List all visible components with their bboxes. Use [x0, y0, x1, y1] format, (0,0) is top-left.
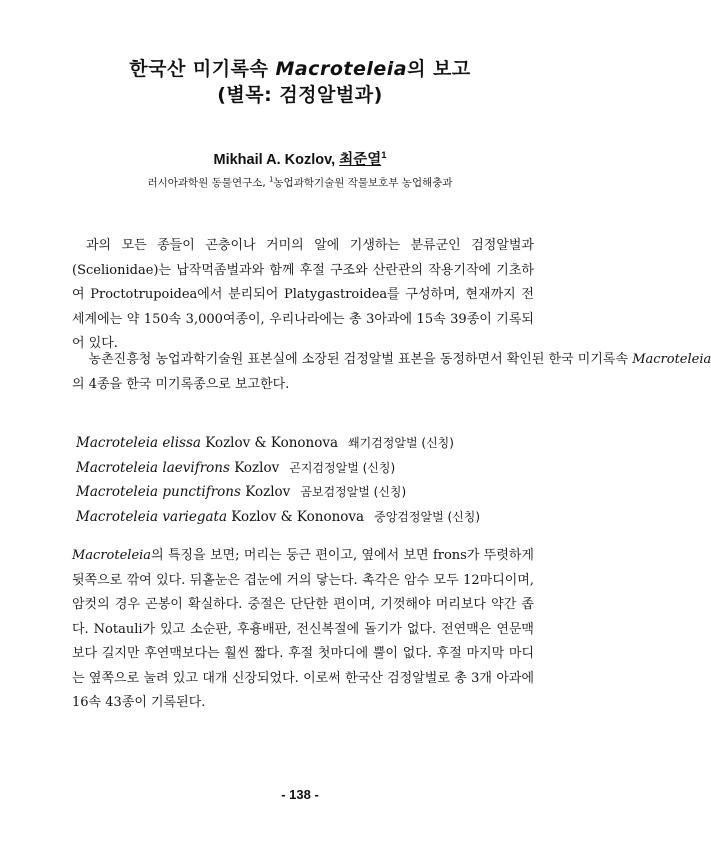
affiliation	[0, 175, 600, 190]
species-name: Macroteleia elissa	[76, 435, 201, 451]
title-genus: Macroteleia	[275, 58, 408, 80]
species-item	[76, 480, 536, 505]
species-korean-name: 곰보검정알벌 (신칭)	[300, 485, 407, 499]
paragraph-characteristics-genus: Macroteleia	[72, 548, 152, 563]
species-item	[76, 505, 536, 530]
species-korean-name: 쐐기검정알벌 (신칭)	[348, 436, 454, 450]
paragraph-characteristics-text: 의 특징을 보면; 머리는 둥근 편이고, 옆에서 보면 frons가 뚜렷하게 뒷쪽으로 깎여 있다. 뒤홑눈은 겹눈에 거의 닿는다. 촉각은 암수 모두 12마디이며, 암컷의 경우 곤봉이 확실하다. 중절은 단단한 편이며, 기껏해야 머리보다 약간 좁다. Notauli가 있고 소순판, 후흉배판, 전신복절에 돌기가 없다. 전연맥은 연문맥보다 길지만 후연맥보다는 훨씬 짧다. 후절 첫마디에 뿔이 없다. 후절 마지막 마디는 옆쪽으로 눌려 있고 대개 신장되었다. 이로써 한국산 검정알벌로 총 3개 아과에 16속 43종이 기록된다.	[72, 548, 534, 710]
species-author: Kozlov	[245, 484, 291, 500]
species-korean-name: 중앙검정알벌 (신칭)	[374, 509, 481, 524]
species-author: Kozlov & Kononova	[231, 508, 365, 525]
author-2-sup: 1	[381, 149, 387, 161]
species-author: Kozlov & Kononova	[205, 435, 339, 451]
species-korean-name: 곤지검정알벌 (신칭)	[289, 460, 396, 475]
species-item	[76, 431, 536, 456]
affiliation-2: 농업과학기술원 작물보호부 농업해충과	[273, 177, 453, 189]
title-line-1	[0, 54, 600, 81]
affiliation-sup: 1	[269, 175, 274, 184]
species-author: Kozlov	[234, 459, 280, 476]
authors	[0, 148, 600, 169]
paragraph-intro: 과의 모든 종들이 곤충이나 거미의 알에 기생하는 분류군인 검정알벌과(Scelionidae)는 납작먹좀벌과와 함께 후절 구조와 산란관의 작용기작에 기초하여 Proctotrupoidea에서 분리되어 Platygastroidea를 구성하며, 현재까지 전 세계에는 약 150속 3,000여종이, 우리나라에는 총 3아과에 15속 39종이 기록되어 있다.	[72, 238, 534, 351]
species-name: Macroteleia punctifrons	[76, 484, 241, 500]
title-prefix: 한국산 미기록속	[129, 58, 276, 80]
paragraph-purpose-suffix: 의 4종을 한국 미기록종으로 보고한다.	[72, 376, 290, 392]
author-1: Mikhail A. Kozlov,	[213, 152, 336, 168]
title-line-2: (별목: 검정알벌과)	[217, 84, 383, 106]
affiliation-1: 러시아과학원 동물연구소,	[147, 177, 270, 189]
species-name: Macroteleia laevifrons	[76, 459, 230, 476]
species-list	[76, 431, 536, 529]
paragraph-purpose	[72, 348, 711, 397]
paragraph-purpose-genus: Macroteleia	[632, 352, 711, 367]
author-2: 최준열	[339, 152, 382, 168]
species-item	[76, 456, 536, 481]
species-name: Macroteleia variegata	[76, 508, 227, 525]
page-number: - 138 -	[281, 787, 319, 802]
paragraph-purpose-prefix: 농촌진흥청 농업과학기술원 표본실에 소장된 검정알벌 표본을 동정하면서 확인된 한국 미기록속	[72, 352, 633, 367]
paragraph-characteristics	[72, 544, 534, 716]
title-suffix: 의 보고	[407, 58, 471, 80]
